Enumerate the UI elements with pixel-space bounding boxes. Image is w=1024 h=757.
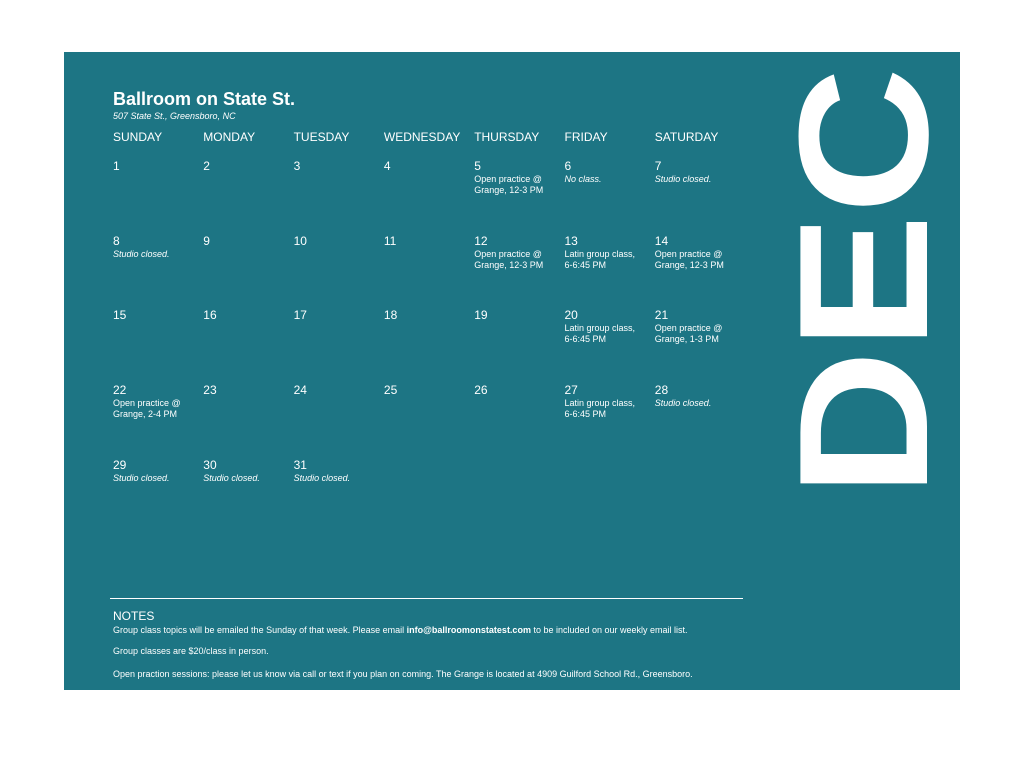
weekday-header: SUNDAY (113, 130, 163, 144)
weekday-header: FRIDAY (564, 130, 608, 144)
day-number: 4 (383, 159, 391, 173)
day-number: 9 (203, 234, 210, 248)
day-cell (294, 159, 384, 234)
day-cell (384, 159, 474, 234)
day-cell (203, 308, 293, 383)
day-number: 13 (564, 234, 578, 248)
day-event: Studio closed. (203, 473, 260, 483)
day-event: Open practice @ Grange, 12-3 PM (474, 249, 544, 270)
day-number: 14 (654, 234, 669, 248)
day-cell (294, 383, 384, 458)
day-number: 26 (474, 383, 488, 397)
month-label (760, 62, 966, 502)
day-number: 19 (474, 308, 488, 322)
day-cell (564, 458, 654, 533)
day-number: 23 (203, 383, 217, 397)
day-number: 28 (654, 383, 669, 397)
notes-divider (110, 598, 743, 599)
day-cell (113, 234, 203, 308)
day-cell (203, 159, 293, 234)
day-cell (655, 383, 745, 458)
day-number: 16 (203, 308, 217, 322)
day-number: 6 (564, 159, 572, 173)
day-cell (203, 458, 293, 533)
day-event: Studio closed. (113, 249, 170, 259)
day-number: 12 (474, 234, 488, 248)
day-number: 3 (293, 159, 301, 173)
day-number: 18 (383, 308, 398, 322)
day-event: No class. (564, 174, 602, 184)
day-number: 20 (564, 308, 578, 322)
day-cell (113, 159, 203, 234)
day-event: Studio closed. (293, 473, 351, 483)
day-number: 15 (113, 308, 127, 322)
weekday-header: THURSDAY (474, 130, 540, 144)
day-cell (384, 234, 474, 308)
day-number: 21 (654, 308, 669, 322)
day-number: 29 (113, 458, 127, 472)
weekday-header: TUESDAY (293, 130, 350, 144)
day-event: Open practice @ Grange, 12-3 PM (654, 249, 724, 270)
notes-heading: NOTES (113, 609, 155, 623)
day-number: 27 (564, 383, 578, 397)
day-number: 11 (383, 234, 397, 248)
day-cell (474, 458, 564, 533)
day-cell (113, 458, 203, 533)
day-event: Open practice @ Grange, 12-3 PM (474, 174, 544, 195)
email-address: info@ballroomonstatest.com (406, 625, 531, 635)
calendar-grid (113, 129, 745, 533)
day-event: Latin group class, 6-6:45 PM (564, 398, 636, 419)
day-number: 7 (654, 159, 662, 173)
day-cell (564, 383, 654, 458)
day-number: 17 (293, 308, 307, 322)
day-cell (474, 234, 564, 308)
day-number: 1 (113, 159, 120, 173)
day-cell (564, 159, 654, 234)
weekday-header: MONDAY (203, 130, 256, 144)
day-number: 30 (203, 458, 217, 472)
day-number: 5 (474, 159, 481, 173)
day-event: Studio closed. (654, 398, 712, 408)
day-cell (113, 308, 203, 383)
note-email-text-pre: Group class topics will be emailed the Sunday of that week. Please email (113, 625, 407, 635)
month-label-text: DEC (760, 108, 966, 497)
day-event: Latin group class, 6-6:45 PM (564, 249, 636, 270)
day-number: 22 (113, 383, 127, 397)
day-cell (655, 458, 745, 533)
calendar-page (64, 52, 966, 690)
weekday-header: SATURDAY (654, 130, 719, 144)
day-number: 31 (293, 458, 307, 472)
day-cell (294, 234, 384, 308)
day-cell (384, 383, 474, 458)
day-cell (203, 383, 293, 458)
day-event: Latin group class, 6-6:45 PM (564, 323, 636, 344)
day-cell (474, 383, 564, 458)
day-cell (474, 159, 564, 234)
studio-title: Ballroom on State St. (113, 89, 296, 109)
studio-address: 507 State St., Greensboro, NC (113, 111, 236, 121)
day-event: Studio closed. (654, 174, 712, 184)
day-number: 10 (293, 234, 307, 248)
day-event: Open practice @ Grange, 1-3 PM (654, 323, 723, 344)
day-cell (655, 308, 745, 383)
note-price: Group classes are $20/class in person. (113, 646, 269, 656)
day-number: 8 (113, 234, 120, 248)
day-number: 25 (383, 383, 398, 397)
day-cell (113, 383, 203, 458)
day-cell (655, 159, 745, 234)
day-number: 24 (293, 383, 307, 397)
note-practice: Open praction sessions: please let us know via call or text if you plan on coming. The Grange is located at 4909 Guilford School Rd., Greensboro. (113, 669, 693, 679)
day-cell (294, 308, 384, 383)
day-number: 2 (203, 159, 210, 173)
day-cell (655, 234, 745, 308)
day-event: Open practice @ Grange, 2-4 PM (113, 398, 181, 419)
weekday-header: WEDNESDAY (383, 130, 461, 144)
day-cell (294, 458, 384, 533)
day-cell (384, 308, 474, 383)
day-event: Studio closed. (113, 473, 170, 483)
day-cell (474, 308, 564, 383)
note-email (113, 625, 688, 635)
day-cell (564, 308, 654, 383)
day-cell (564, 234, 654, 308)
note-email-text-post: to be included on our weekly email list. (530, 625, 688, 635)
day-cell (203, 234, 293, 308)
day-cell (384, 458, 474, 533)
